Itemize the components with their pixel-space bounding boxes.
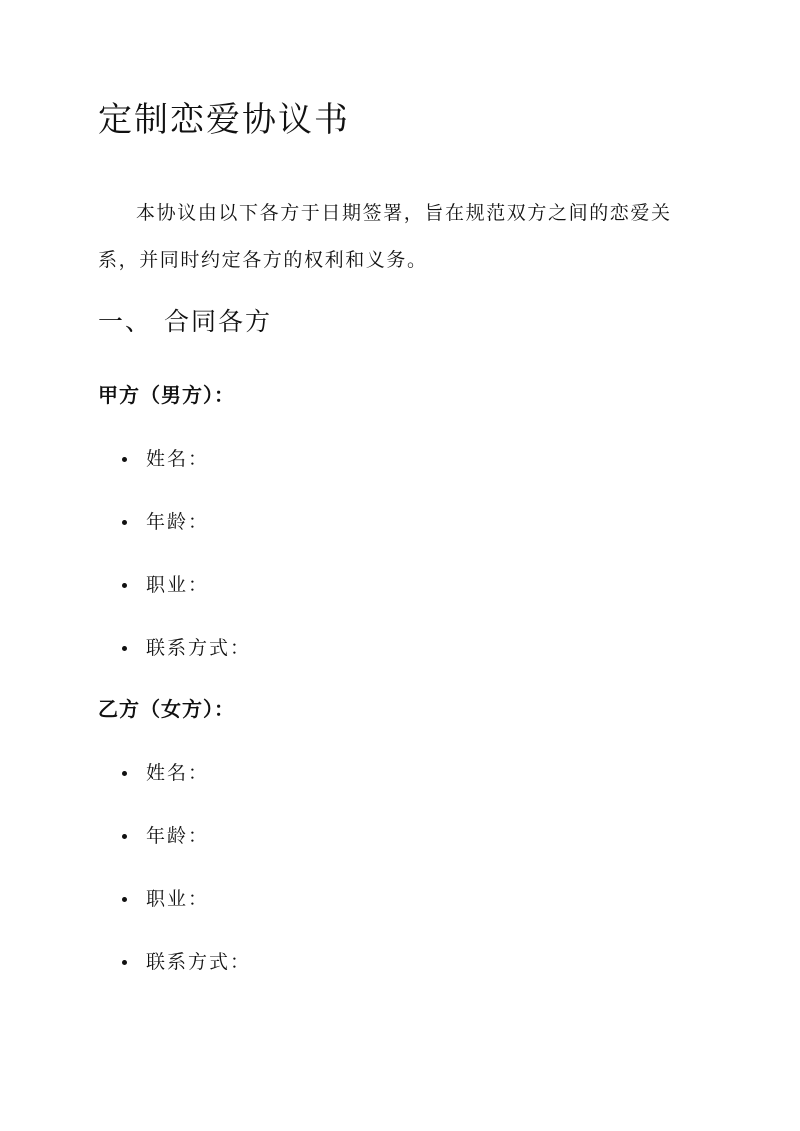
party-a-heading: 甲方（男方）： <box>98 383 235 407</box>
bullet-icon <box>122 583 127 588</box>
intro-paragraph: 本协议由以下各方于日期签署，旨在规范双方之间的恋爱关系，并同时约定各方的权利和义务。 <box>98 202 672 271</box>
section-title: 合同各方 <box>164 307 273 336</box>
age-label: 年龄： <box>146 825 210 847</box>
contact-label: 联系方式： <box>146 951 252 973</box>
bullet-icon <box>122 457 127 462</box>
name-label: 姓名： <box>146 762 210 784</box>
bullet-icon <box>122 897 127 902</box>
age-label: 年龄： <box>146 511 210 533</box>
contact-label: 联系方式： <box>146 637 252 659</box>
document-title: 定制恋爱协议书 <box>98 100 350 140</box>
section-number: 一、 <box>98 307 153 336</box>
bullet-icon <box>122 646 127 651</box>
occupation-label: 职业： <box>146 888 210 910</box>
bullet-icon <box>122 834 127 839</box>
name-label: 姓名： <box>146 448 210 470</box>
section-heading <box>98 302 272 342</box>
bullet-icon <box>122 960 127 965</box>
bullet-icon <box>122 771 127 776</box>
occupation-label: 职业： <box>146 574 210 596</box>
bullet-icon <box>122 520 127 525</box>
party-b-heading: 乙方（女方）： <box>98 697 235 721</box>
